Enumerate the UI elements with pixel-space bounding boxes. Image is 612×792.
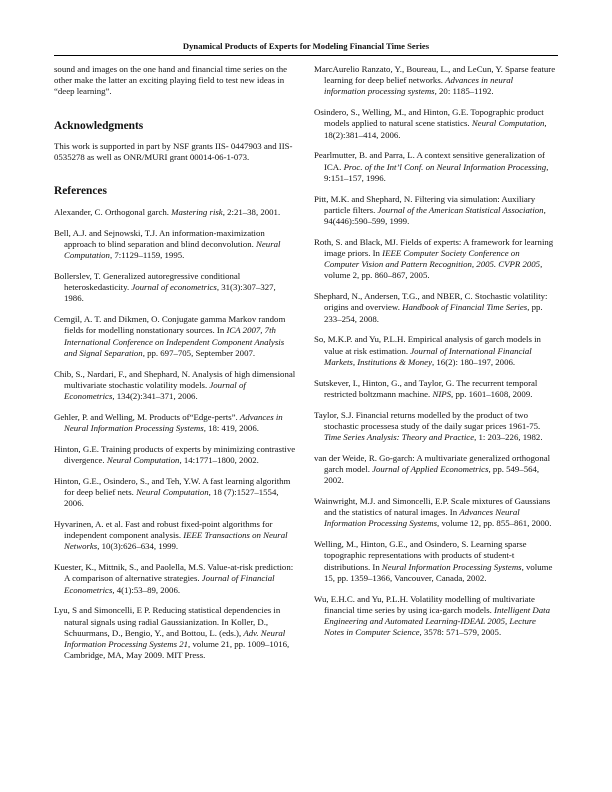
- reference-entry: [314, 539, 556, 584]
- acknowledgments-heading: Acknowledgments: [54, 119, 144, 132]
- reference-venue: Intelligent Data Engineering and Automated Learning-IDEAL 2005, Lecture Notes in Computer Science: [324, 604, 550, 638]
- reference-details: , 18 (7):1527–1554, 2006.: [64, 487, 279, 509]
- reference-details: , 94(446):590–599, 1999.: [324, 204, 546, 227]
- reference-entry: [54, 314, 296, 359]
- reference-entry: [314, 64, 556, 98]
- reference-entry: [54, 562, 296, 596]
- reference-entry: [314, 378, 556, 400]
- reference-venue: Journal of Applied Econometrics: [372, 464, 489, 475]
- reference-text: Hyvarinen, A. et al. Fast and robust fixed-point algorithms for independent component analysis.: [54, 519, 273, 541]
- reference-details: , 134(2):341–371, 2006.: [112, 391, 198, 402]
- reference-text: Lyu, S and Simoncelli, E P. Reducing statistical dependencies in natural signals using radial Gaussianization. In Koller, D., Schuurmans, D., Bengio, Y., and Bottou, L. (eds.),: [54, 605, 281, 638]
- reference-venue: Journal of econometrics: [131, 282, 217, 293]
- reference-venue: Advances in neural information processing systems: [324, 75, 514, 97]
- reference-entry: [314, 594, 556, 639]
- reference-details: , 1: 203–226, 1982.: [474, 432, 543, 443]
- reference-venue: Journal of the American Statistical Association: [377, 204, 544, 215]
- reference-details: , 18: 419, 2006.: [203, 423, 259, 434]
- reference-entry: [54, 207, 296, 218]
- reference-venue: IEEE Computer Society Conference on Computer Vision and Pattern Recognition, 2005. CVPR 2005: [324, 248, 541, 270]
- reference-text: Taylor, S.J. Financial returns modelled by the product of two stochastic processesa study of the daily sugar prices 1961-75.: [314, 409, 541, 431]
- reference-text: Shephard, N., Andersen, T.G., and NBER, C. Stochastic volatility: origins and overview.: [314, 291, 548, 313]
- reference-details: , volume 2, pp. 860–867, 2005.: [324, 259, 543, 281]
- reference-venue: Advances in Neural Information Processing Systems: [64, 411, 283, 434]
- reference-venue: Advances Neural Information Processing Systems: [324, 507, 520, 529]
- reference-details: , volume 12, pp. 855–861, 2000.: [437, 518, 552, 529]
- reference-entry: [54, 271, 296, 305]
- reference-venue: IEEE Transactions on Neural Networks: [64, 530, 288, 552]
- reference-venue: Journal of Econometrics: [64, 379, 246, 402]
- reference-entry: [54, 369, 296, 403]
- references-heading: References: [54, 185, 107, 198]
- reference-details: , 10(3):626–634, 1999.: [97, 541, 179, 552]
- reference-entry: [54, 444, 296, 466]
- reference-entry: [314, 410, 556, 444]
- reference-entry: [54, 412, 296, 434]
- reference-details: , 3578: 571–579, 2005.: [419, 627, 502, 638]
- reference-text: So, M.K.P. and Yu, P.L.H. Empirical analysis of garch models in value at risk estimation.: [314, 334, 541, 356]
- reference-text: Alexander, C. Orthogonal garch.: [54, 207, 169, 218]
- reference-text: Wainwright, M.J. and Simoncelli, E.P. Scale mixtures of Gaussians and the statistics of natural images. In: [314, 496, 551, 518]
- reference-venue: ICA 2007, 7th International Conference on Independent Component Analysis and Signal Separation: [64, 325, 285, 358]
- reference-details: , volume 15, pp. 1359–1366, Vancouver, Canada, 2002.: [324, 561, 553, 583]
- reference-text: Bollerslev, T. Generalized autoregressive conditional heteroskedasticity.: [54, 271, 241, 293]
- reference-entry: [314, 150, 556, 184]
- reference-text: Kuester, K., Mittnik, S., and Paolella, M.S. Value-at-risk prediction: A comparison of alternative strategies.: [54, 562, 294, 584]
- left-column: [54, 64, 296, 661]
- reference-venue: Mastering risk: [171, 207, 223, 218]
- reference-entry: [54, 228, 296, 262]
- acknowledgments-text: This work is supported in part by NSF grants IIS- 0447903 and IIS-0535278 as well as ONR/MURI grant 00014-06-1-073.: [54, 140, 293, 162]
- reference-entry: [54, 605, 296, 661]
- reference-text: Sutskever, I., Hinton, G., and Taylor, G. The recurrent temporal restricted boltzmann machine.: [314, 377, 538, 399]
- reference-details: , 14:1771–1800, 2002.: [179, 455, 259, 466]
- reference-venue: Proc. of the Int’l Conf. on Neural Information Processing: [343, 161, 547, 172]
- references-list-left: [54, 207, 296, 661]
- reference-entry: [314, 291, 556, 325]
- reference-venue: Neural Computation: [64, 239, 281, 261]
- reference-details: , 2:21–38, 2001.: [222, 207, 281, 218]
- reference-text: MarcAurelio Ranzato, Y., Boureau, L., and LeCun, Y. Sparse feature learning for deep belief networks.: [314, 64, 556, 86]
- reference-details: , pp. 1601–1608, 2009.: [451, 388, 533, 399]
- reference-details: , pp. 233–254, 2008.: [324, 302, 543, 324]
- reference-entry: [314, 237, 556, 282]
- reference-venue: Neural Computation: [106, 455, 180, 466]
- reference-entry: [54, 519, 296, 553]
- reference-venue: Neural Information Processing Systems: [381, 561, 522, 572]
- reference-text: Chib, S., Nardari, F., and Shephard, N. Analysis of high dimensional multivariate stochastic volatility models.: [54, 368, 296, 390]
- reference-details: , 4(1):53–89, 2006.: [112, 584, 181, 595]
- reference-venue: Adv. Neural Information Processing Systems 21: [64, 627, 286, 650]
- right-column: [314, 64, 556, 638]
- reference-venue: Neural Computation: [136, 487, 209, 498]
- reference-details: , pp. 697–705, September 2007.: [142, 347, 256, 358]
- reference-venue: Journal of Financial Econometrics: [64, 573, 275, 595]
- running-header: Dynamical Products of Experts for Modeling Financial Time Series: [54, 41, 558, 56]
- reference-venue: Handbook of Financial Time Series: [402, 302, 528, 313]
- reference-entry: [314, 496, 556, 530]
- reference-text: Cemgil, A. T. and Dikmen, O. Conjugate gamma Markov random fields for modelling nonstationary sources. In: [54, 314, 286, 336]
- reference-text: Welling, M., Hinton, G.E., and Osindero, S. Learning sparse topographic representations with products of student-t distributions. In: [314, 539, 527, 572]
- reference-details: , 9:151–157, 1996.: [324, 161, 549, 183]
- references-list-right: [314, 64, 556, 638]
- reference-text: van der Weide, R. Go-garch: A multivariate generalized orthogonal garch model.: [314, 452, 551, 475]
- reference-details: , 31(3):307–327, 1986.: [64, 282, 276, 304]
- reference-details: , 16(2): 180–197, 2006.: [432, 356, 516, 367]
- reference-text: Wu, E.H.C. and Yu, P.L.H. Volatility modelling of multivariate financial time series by using ica-garch models.: [314, 593, 535, 615]
- reference-text: Pitt, M.K. and Shephard, N. Filtering via simulation: Auxiliary particle filters.: [314, 193, 536, 215]
- reference-entry: [314, 334, 556, 368]
- reference-text: Gehler, P. and Welling, M. Products of“Edge-perts”.: [54, 411, 238, 422]
- intro-tail-paragraph: sound and images on the one hand and financial time series on the other make the latter an exciting playing field to test new ideas in “deep learning”.: [54, 64, 288, 97]
- reference-entry: [54, 476, 296, 510]
- reference-text: Roth, S. and Black, MJ. Fields of experts: A framework for learning image priors. In: [314, 236, 554, 259]
- reference-text: Bell, A.J. and Sejnowski, T.J. An information-maximization approach to blind separation and blind deconvolution.: [54, 227, 265, 250]
- reference-text: Hinton, G.E. Training products of experts by minimizing contrastive divergence.: [54, 443, 296, 466]
- reference-entry: [314, 194, 556, 228]
- reference-details: , volume 21, pp. 1009–1016, Cambridge, MA, May 2009. MIT Press.: [64, 639, 290, 661]
- reference-details: , pp. 549–564, 2002.: [324, 464, 540, 486]
- reference-venue: Neural Computation: [471, 118, 545, 129]
- reference-venue: Time Series Analysis: Theory and Practice: [324, 432, 475, 443]
- reference-text: Osindero, S., Welling, M., and Hinton, G.E. Topographic product models applied to natural scene statistics.: [314, 107, 544, 129]
- reference-text: Pearlmutter, B. and Parra, L. A context sensitive generalization of ICA.: [314, 150, 545, 172]
- reference-details: , 18(2):381–414, 2006.: [324, 118, 547, 140]
- reference-details: , 20: 1185–1192.: [434, 86, 494, 97]
- reference-text: Hinton, G.E., Osindero, S., and Teh, Y.W. A fast learning algorithm for deep belief nets.: [54, 475, 291, 498]
- reference-venue: Journal of International Financial Markets, Institutions & Money: [324, 345, 532, 367]
- reference-entry: [314, 453, 556, 487]
- reference-details: , 7:1129–1159, 1995.: [109, 250, 185, 261]
- reference-entry: [314, 107, 556, 141]
- reference-venue: NIPS: [432, 388, 452, 399]
